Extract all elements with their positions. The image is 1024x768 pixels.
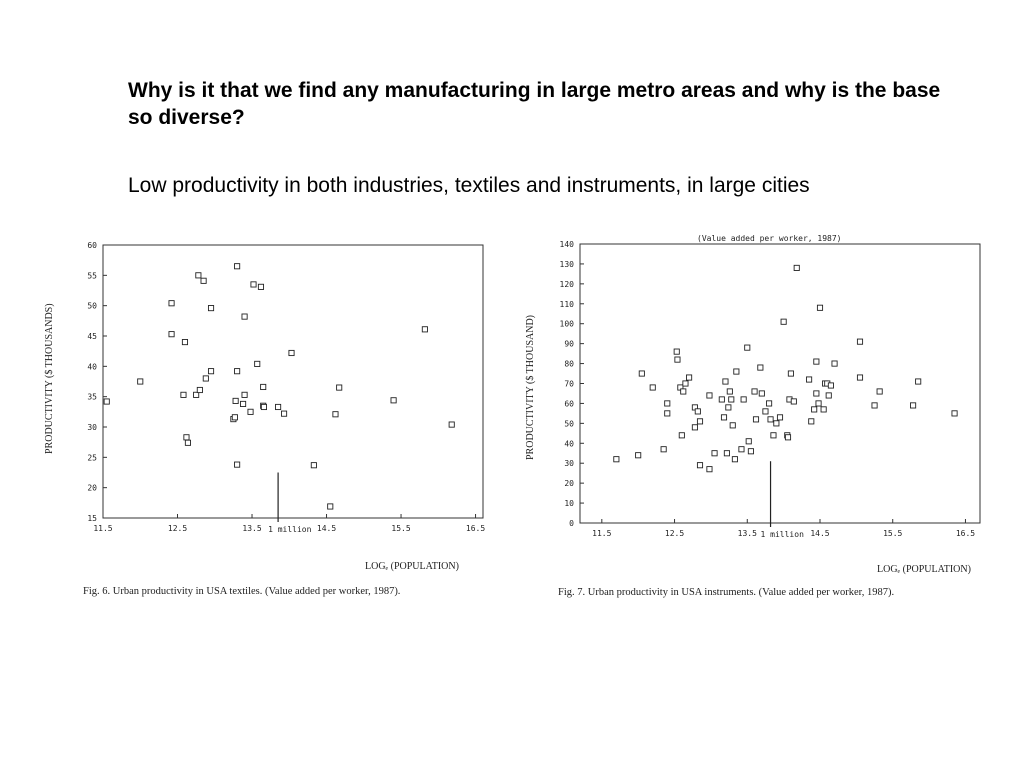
data-point xyxy=(726,405,731,410)
y-tick-label: 40 xyxy=(87,362,97,372)
data-point xyxy=(821,407,826,412)
data-point xyxy=(169,301,174,306)
data-point xyxy=(729,397,734,402)
data-point xyxy=(763,409,768,414)
fig6-frame xyxy=(103,245,483,518)
y-tick-label: 45 xyxy=(87,332,97,341)
y-tick-label: 25 xyxy=(87,453,97,463)
data-point xyxy=(449,422,454,427)
x-tick-label: 14.5 xyxy=(316,524,337,533)
data-point xyxy=(753,417,758,422)
data-point xyxy=(872,403,877,408)
data-point xyxy=(752,389,757,394)
data-point xyxy=(723,379,728,384)
data-point xyxy=(196,273,201,278)
data-point xyxy=(832,361,837,366)
fig6-caption: Fig. 6. Urban productivity in USA textiles. (Value added per worker, 1987). xyxy=(83,586,401,597)
data-point xyxy=(281,411,286,416)
data-point xyxy=(232,415,237,420)
data-point xyxy=(857,375,862,380)
data-point xyxy=(242,392,247,397)
x-tick-label: 16.5 xyxy=(465,524,486,533)
y-tick-label: 110 xyxy=(559,299,574,309)
data-point xyxy=(185,440,190,445)
data-point xyxy=(422,327,427,332)
data-point xyxy=(816,401,821,406)
data-point xyxy=(208,305,213,310)
fig7-x-label: LOGₑ (POPULATION) xyxy=(877,564,971,575)
y-tick-label: 0 xyxy=(569,519,574,528)
data-point xyxy=(781,319,786,324)
fig6-million-label: 1 million xyxy=(268,525,312,534)
y-tick-label: 55 xyxy=(87,271,97,281)
data-point xyxy=(828,383,833,388)
x-tick-label: 15.5 xyxy=(391,524,411,533)
data-point xyxy=(707,393,712,398)
data-point xyxy=(857,339,862,344)
fig6-x-label: LOGₑ (POPULATION) xyxy=(365,561,459,572)
y-tick-label: 30 xyxy=(87,423,97,432)
y-tick-label: 90 xyxy=(564,339,574,349)
data-point xyxy=(104,399,109,404)
data-point xyxy=(730,423,735,428)
x-tick-label: 11.5 xyxy=(93,524,113,533)
fig6-y-label: PRODUCTIVITY ($ THOUSANDS) xyxy=(44,303,55,454)
data-point xyxy=(328,504,333,509)
data-point xyxy=(910,403,915,408)
data-point xyxy=(337,385,342,390)
y-tick-label: 40 xyxy=(564,439,574,449)
x-tick-label: 13.5 xyxy=(242,524,262,533)
data-point xyxy=(758,365,763,370)
data-point xyxy=(759,391,764,396)
data-point xyxy=(679,433,684,438)
data-point xyxy=(741,397,746,402)
y-tick-label: 10 xyxy=(564,499,574,509)
x-tick-label: 15.5 xyxy=(883,529,903,538)
x-tick-label: 16.5 xyxy=(955,529,976,538)
data-point xyxy=(258,284,263,289)
y-tick-label: 35 xyxy=(87,392,97,402)
data-point xyxy=(748,449,753,454)
fig6-y-axis xyxy=(87,241,107,523)
data-point xyxy=(727,389,732,394)
data-point xyxy=(697,463,702,468)
x-tick-label: 11.5 xyxy=(592,529,612,538)
data-point xyxy=(333,412,338,417)
data-point xyxy=(746,439,751,444)
data-point xyxy=(809,419,814,424)
y-tick-label: 80 xyxy=(564,359,574,369)
data-point xyxy=(724,451,729,456)
data-point xyxy=(766,401,771,406)
data-point xyxy=(391,398,396,403)
data-point xyxy=(233,398,238,403)
data-point xyxy=(695,409,700,414)
data-point xyxy=(712,451,717,456)
data-point xyxy=(240,401,245,406)
data-point xyxy=(732,457,737,462)
x-tick-label: 12.5 xyxy=(664,529,685,538)
data-point xyxy=(814,359,819,364)
data-point xyxy=(169,332,174,337)
data-point xyxy=(661,447,666,452)
data-point xyxy=(639,371,644,376)
data-point xyxy=(681,389,686,394)
data-point xyxy=(311,463,316,468)
data-point xyxy=(275,404,280,409)
y-tick-label: 120 xyxy=(559,279,574,289)
fig7-y-label: PRODUCTIVITY ($ THOUSAND) xyxy=(525,315,536,460)
fig7-million-label: 1 million xyxy=(760,530,804,539)
data-point xyxy=(235,369,240,374)
data-point xyxy=(791,399,796,404)
data-point xyxy=(650,385,655,390)
fig6-points xyxy=(104,264,454,509)
x-tick-label: 14.5 xyxy=(810,529,830,538)
data-point xyxy=(707,467,712,472)
data-point xyxy=(806,377,811,382)
y-tick-label: 15 xyxy=(87,514,97,523)
data-point xyxy=(138,379,143,384)
y-tick-label: 30 xyxy=(564,459,574,469)
data-point xyxy=(255,361,260,366)
data-point xyxy=(814,391,819,396)
y-tick-label: 60 xyxy=(564,399,574,409)
data-point xyxy=(697,419,702,424)
y-tick-label: 130 xyxy=(559,259,574,269)
data-point xyxy=(785,435,790,440)
data-point xyxy=(665,401,670,406)
data-point xyxy=(203,376,208,381)
data-point xyxy=(636,453,641,458)
y-tick-label: 70 xyxy=(564,379,574,389)
y-tick-label: 140 xyxy=(559,240,574,249)
y-tick-label: 60 xyxy=(87,241,97,250)
fig6-chart xyxy=(44,241,485,597)
x-tick-label: 12.5 xyxy=(167,524,188,533)
data-point xyxy=(916,379,921,384)
data-point xyxy=(251,282,256,287)
data-point xyxy=(208,369,213,374)
data-point xyxy=(952,411,957,416)
data-point xyxy=(289,350,294,355)
data-point xyxy=(675,357,680,362)
data-point xyxy=(261,404,266,409)
data-point xyxy=(777,415,782,420)
data-point xyxy=(692,425,697,430)
data-point xyxy=(826,393,831,398)
y-tick-label: 50 xyxy=(564,419,574,429)
data-point xyxy=(719,397,724,402)
data-point xyxy=(674,349,679,354)
data-point xyxy=(734,369,739,374)
data-point xyxy=(197,387,202,392)
fig7-points xyxy=(614,265,957,471)
fig7-chart xyxy=(525,234,980,598)
data-point xyxy=(877,389,882,394)
data-point xyxy=(817,305,822,310)
y-tick-label: 100 xyxy=(559,319,574,329)
data-point xyxy=(235,264,240,269)
fig7-title: (Value added per worker, 1987) xyxy=(697,234,842,243)
data-point xyxy=(812,407,817,412)
data-point xyxy=(739,447,744,452)
data-point xyxy=(614,457,619,462)
data-point xyxy=(242,314,247,319)
data-point xyxy=(788,371,793,376)
data-point xyxy=(794,265,799,270)
data-point xyxy=(182,339,187,344)
data-point xyxy=(181,392,186,397)
data-point xyxy=(721,415,726,420)
data-point xyxy=(248,409,253,414)
data-point xyxy=(774,421,779,426)
data-point xyxy=(771,433,776,438)
data-point xyxy=(768,417,773,422)
slide-subheading: Low productivity in both industries, textiles and instruments, in large cities xyxy=(128,174,810,197)
fig7-caption: Fig. 7. Urban productivity in USA instruments. (Value added per worker, 1987). xyxy=(558,587,895,598)
data-point xyxy=(201,278,206,283)
data-point xyxy=(235,462,240,467)
slide-heading: Why is it that we find any manufacturing in large metro areas and why is the base so diverse? xyxy=(128,79,941,129)
data-point xyxy=(686,375,691,380)
data-point xyxy=(745,345,750,350)
data-point xyxy=(261,384,266,389)
data-point xyxy=(184,435,189,440)
data-point xyxy=(683,381,688,386)
x-tick-label: 13.5 xyxy=(737,529,757,538)
y-tick-label: 50 xyxy=(87,301,97,311)
data-point xyxy=(665,411,670,416)
y-tick-label: 20 xyxy=(87,483,97,493)
y-tick-label: 20 xyxy=(564,479,574,489)
